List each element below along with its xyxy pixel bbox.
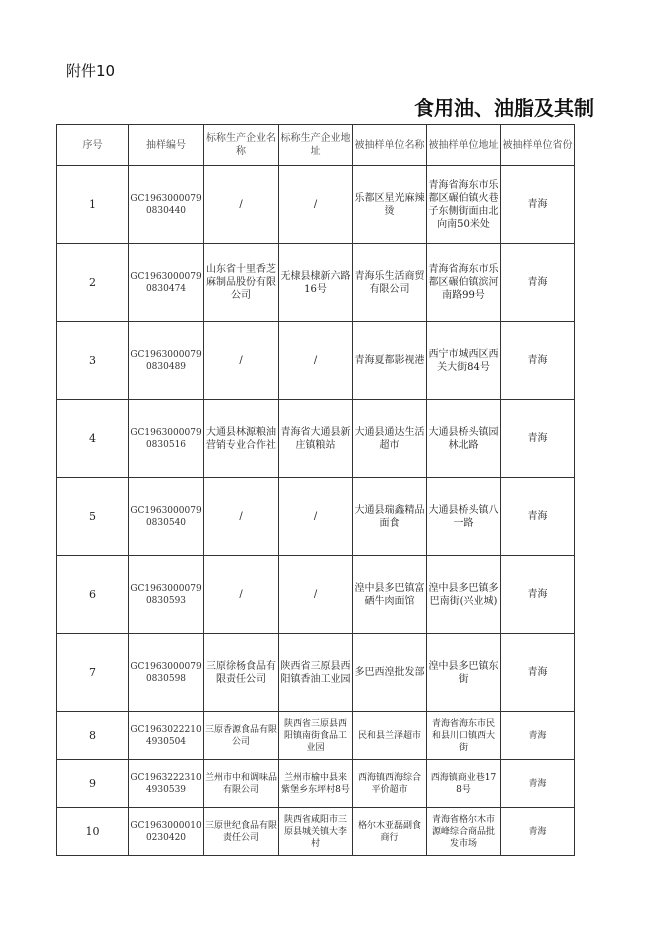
table-row [57, 322, 575, 400]
cell-province: 青海 [501, 244, 575, 322]
cell-seq: 5 [57, 478, 129, 556]
cell-sampled-unit: 湟中县多巴镇富硒牛肉面馆 [353, 556, 427, 634]
cell-producer: / [204, 322, 279, 400]
cell-code: GC19630000790830489 [129, 322, 204, 400]
cell-province: 青海 [501, 760, 575, 808]
table-row [57, 634, 575, 712]
cell-sampled-unit: 青海夏都影视港 [353, 322, 427, 400]
cell-code: GC19630000790830593 [129, 556, 204, 634]
cell-producer: / [204, 478, 279, 556]
cell-province: 青海 [501, 808, 575, 856]
cell-code: GC19630000100230420 [129, 808, 204, 856]
cell-producer: 三原徐杨食品有限责任公司 [204, 634, 279, 712]
cell-sampled-address: 大通县桥头镇八一路 [427, 478, 501, 556]
cell-producer: 三原香源食品有限公司 [204, 712, 279, 760]
table-header-row [57, 125, 575, 166]
cell-producer: 三原世纪食品有限责任公司 [204, 808, 279, 856]
cell-seq: 3 [57, 322, 129, 400]
cell-code: GC19630222104930504 [129, 712, 204, 760]
cell-code: GC19630000790830516 [129, 400, 204, 478]
cell-producer: 兰州市中和调味品有限公司 [204, 760, 279, 808]
cell-seq: 9 [57, 760, 129, 808]
cell-sampled-unit: 乐都区星光麻辣烫 [353, 166, 427, 244]
cell-sampled-address: 湟中县多巴镇东街 [427, 634, 501, 712]
cell-sampled-address: 青海省海东市乐都区碾伯镇滨河南路99号 [427, 244, 501, 322]
page-title: 食用油、油脂及其制 [414, 96, 594, 120]
cell-producer-address: 陕西省三原县西阳镇南街食品工业园 [279, 712, 353, 760]
cell-producer: / [204, 166, 279, 244]
cell-seq: 6 [57, 556, 129, 634]
cell-producer: 山东省十里香芝麻制品股份有限公司 [204, 244, 279, 322]
cell-sampled-address: 青海省海东市乐都区碾伯镇火巷子东侧街面由北向南50米处 [427, 166, 501, 244]
cell-seq: 7 [57, 634, 129, 712]
cell-producer-address: / [279, 556, 353, 634]
cell-sampled-unit: 多巴西湟批发部 [353, 634, 427, 712]
cell-producer: 大通县林源粮油营销专业合作社 [204, 400, 279, 478]
cell-seq: 8 [57, 712, 129, 760]
header-code: 抽样编号 [129, 125, 204, 166]
cell-seq: 10 [57, 808, 129, 856]
cell-province: 青海 [501, 400, 575, 478]
cell-producer-address: 陕西省咸阳市三原县城关镇大李村 [279, 808, 353, 856]
cell-seq: 4 [57, 400, 129, 478]
cell-sampled-unit: 大通县通达生活超市 [353, 400, 427, 478]
cell-producer-address: 无棣县棣新六路16号 [279, 244, 353, 322]
cell-producer-address: / [279, 322, 353, 400]
cell-sampled-unit: 西海镇西海综合平价超市 [353, 760, 427, 808]
cell-code: GC19630000790830540 [129, 478, 204, 556]
table-row [57, 478, 575, 556]
header-seq: 序号 [57, 125, 129, 166]
cell-sampled-address: 青海省格尔木市源峰综合商品批发市场 [427, 808, 501, 856]
cell-province: 青海 [501, 166, 575, 244]
header-producer: 标称生产企业名称 [204, 125, 279, 166]
cell-province: 青海 [501, 712, 575, 760]
table-row [57, 400, 575, 478]
cell-producer-address: / [279, 166, 353, 244]
cell-producer: / [204, 556, 279, 634]
cell-sampled-unit: 青海乐生活商贸有限公司 [353, 244, 427, 322]
cell-sampled-unit: 格尔木亚磊副食商行 [353, 808, 427, 856]
table-row [57, 166, 575, 244]
cell-producer-address: / [279, 478, 353, 556]
cell-sampled-unit: 大通县瑞鑫精品面食 [353, 478, 427, 556]
cell-sampled-address: 西宁市城西区西关大街84号 [427, 322, 501, 400]
attachment-label: 附件10 [66, 62, 116, 80]
table-row [57, 244, 575, 322]
cell-seq: 1 [57, 166, 129, 244]
header-producer-address: 标称生产企业地址 [279, 125, 353, 166]
cell-province: 青海 [501, 634, 575, 712]
cell-province: 青海 [501, 322, 575, 400]
cell-sampled-address: 西海镇商业巷178号 [427, 760, 501, 808]
results-table [56, 124, 575, 856]
header-province: 被抽样单位省份 [501, 125, 575, 166]
cell-code: GC19630000790830598 [129, 634, 204, 712]
table-row [57, 760, 575, 808]
cell-sampled-unit: 民和县兰泽超市 [353, 712, 427, 760]
cell-code: GC19632223104930539 [129, 760, 204, 808]
cell-sampled-address: 大通县桥头镇园林北路 [427, 400, 501, 478]
cell-producer-address: 兰州市榆中县来紫堡乡东坪村8号 [279, 760, 353, 808]
cell-sampled-address: 青海省海东市民和县川口镇西大街 [427, 712, 501, 760]
cell-province: 青海 [501, 478, 575, 556]
cell-sampled-address: 湟中县多巴镇多巴南街(兴业城) [427, 556, 501, 634]
table-row [57, 808, 575, 856]
cell-code: GC19630000790830474 [129, 244, 204, 322]
cell-province: 青海 [501, 556, 575, 634]
cell-producer-address: 青海省大通县新庄镇粮站 [279, 400, 353, 478]
header-sampled-unit: 被抽样单位名称 [353, 125, 427, 166]
cell-code: GC19630000790830440 [129, 166, 204, 244]
table-row [57, 712, 575, 760]
table-row [57, 556, 575, 634]
cell-seq: 2 [57, 244, 129, 322]
cell-producer-address: 陕西省三原县西阳镇香油工业园 [279, 634, 353, 712]
header-sampled-address: 被抽样单位地址 [427, 125, 501, 166]
